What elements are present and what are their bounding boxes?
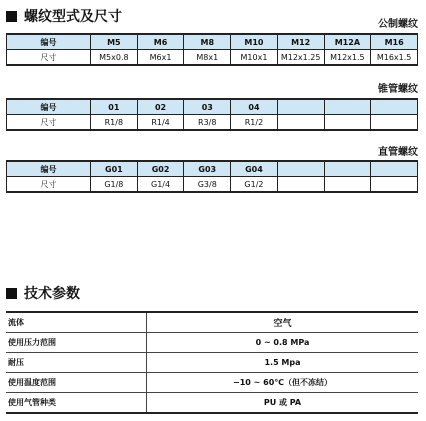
row-cell: M8x1 — [184, 50, 231, 66]
section-title-thread-types — [6, 6, 122, 26]
square-bullet-icon — [6, 288, 17, 299]
header-cell: G01 — [91, 161, 138, 177]
taper-thread-table — [6, 98, 418, 131]
row-cell: M5x0.8 — [91, 50, 138, 66]
table-row — [6, 312, 418, 333]
param-value: 1.5 Mpa — [147, 353, 419, 373]
header-cell: G02 — [137, 161, 184, 177]
table-row — [7, 177, 418, 193]
param-key: 使用压力范围 — [6, 333, 147, 353]
row-cell — [371, 177, 418, 193]
header-cell: M8 — [184, 34, 231, 50]
header-cell: G03 — [184, 161, 231, 177]
row-cell: G1/4 — [137, 177, 184, 193]
header-cell — [324, 161, 371, 177]
table-row — [6, 373, 418, 393]
header-cell: M12A — [324, 34, 371, 50]
header-cell — [277, 161, 324, 177]
row-cell: G3/8 — [184, 177, 231, 193]
table-header-row — [7, 99, 418, 115]
row-cell — [324, 177, 371, 193]
table-row — [7, 115, 418, 131]
param-key: 使用温度范围 — [6, 373, 147, 393]
metric-thread-table — [6, 33, 418, 66]
header-cell — [371, 161, 418, 177]
row-cell — [277, 115, 324, 131]
header-cell — [371, 99, 418, 115]
table-row — [6, 353, 418, 373]
param-value: −10 ~ 60℃（但不冻结） — [147, 373, 419, 393]
section-title-text: 技术参数 — [24, 286, 80, 302]
header-cell: 02 — [137, 99, 184, 115]
table-row — [6, 393, 418, 414]
row-cell: R3/8 — [184, 115, 231, 131]
square-bullet-icon — [6, 11, 17, 22]
param-value: 空气 — [147, 312, 419, 333]
row-cell: R1/2 — [231, 115, 278, 131]
row-cell: G1/2 — [231, 177, 278, 193]
header-cell: 编号 — [7, 161, 91, 177]
header-cell: 03 — [184, 99, 231, 115]
param-value: PU 或 PA — [147, 393, 419, 414]
header-cell: G04 — [231, 161, 278, 177]
table-row — [6, 333, 418, 353]
header-cell: 编号 — [7, 34, 91, 50]
header-cell: M12 — [277, 34, 324, 50]
header-cell — [277, 99, 324, 115]
header-cell: M10 — [231, 34, 278, 50]
tech-params-table — [6, 311, 418, 414]
row-cell — [324, 115, 371, 131]
param-key: 使用气管种类 — [6, 393, 147, 414]
row-cell — [371, 115, 418, 131]
table-header-row — [7, 161, 418, 177]
header-cell: M5 — [91, 34, 138, 50]
param-value: 0 ~ 0.8 MPa — [147, 333, 419, 353]
section-title-tech-params — [6, 283, 80, 303]
metric-thread-label: 公制螺纹 — [378, 19, 418, 30]
row-cell: M10x1 — [231, 50, 278, 66]
row-cell: G1/8 — [91, 177, 138, 193]
row-cell: M6x1 — [137, 50, 184, 66]
row-cell: M12x1.25 — [277, 50, 324, 66]
param-key: 耐压 — [6, 353, 147, 373]
row-cell: M16x1.5 — [371, 50, 418, 66]
row-cell: 尺寸 — [7, 177, 91, 193]
row-cell: M12x1.5 — [324, 50, 371, 66]
header-cell: M16 — [371, 34, 418, 50]
header-cell — [324, 99, 371, 115]
row-cell: R1/4 — [137, 115, 184, 131]
row-cell: 尺寸 — [7, 115, 91, 131]
row-cell: 尺寸 — [7, 50, 91, 66]
header-cell: 04 — [231, 99, 278, 115]
table-header-row — [7, 34, 418, 50]
row-cell: R1/8 — [91, 115, 138, 131]
header-cell: 编号 — [7, 99, 91, 115]
straight-thread-label: 直管螺纹 — [378, 147, 418, 158]
taper-thread-label: 锥管螺纹 — [378, 84, 418, 95]
param-key: 流体 — [6, 312, 147, 333]
header-cell: M6 — [137, 34, 184, 50]
header-cell: 01 — [91, 99, 138, 115]
section-title-text: 螺纹型式及尺寸 — [24, 9, 122, 25]
straight-thread-table — [6, 160, 418, 193]
table-row — [7, 50, 418, 66]
row-cell — [277, 177, 324, 193]
